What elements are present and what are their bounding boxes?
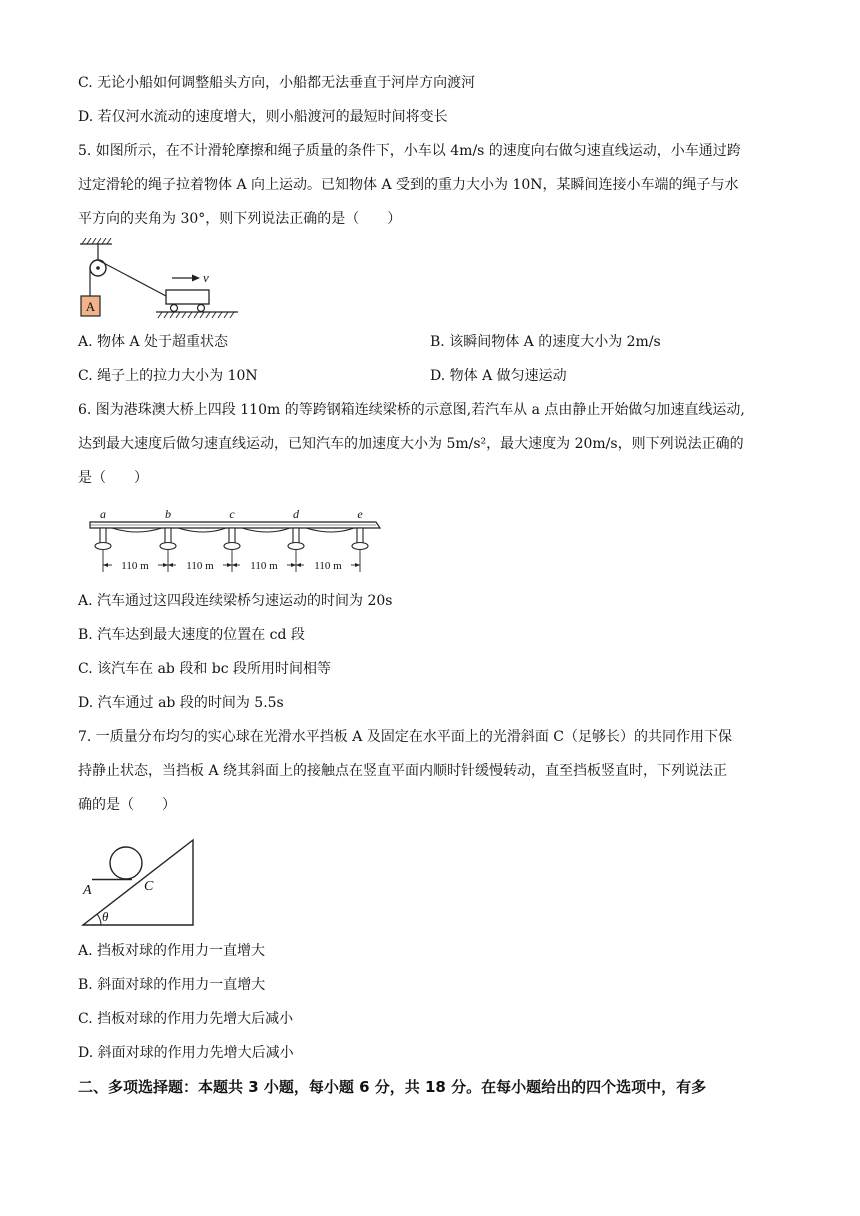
q6-point-c: c (229, 507, 235, 521)
q6-option-c: C. 该汽车在 ab 段和 bc 段所用时间相等 (78, 661, 332, 677)
q6-point-e: e (357, 507, 363, 521)
q5-option-d: D. 物体 A 做匀速运动 (430, 368, 567, 384)
q4-option-d: D. 若仅河水流动的速度增大，则小船渡河的最短时间将变长 (78, 109, 448, 125)
q7-option-c: C. 挡板对球的作用力先增大后减小 (78, 1011, 294, 1027)
q5-stem-line3: 平方向的夹角为 30°，则下列说法正确的是（ ） (78, 211, 402, 227)
q7-stem-line2: 持静止状态，当挡板 A 绕其斜面上的接触点在竖直平面内顺时针缓慢转动，直至挡板竖直时，下列说法正 (78, 763, 728, 779)
q6-stem-line2: 达到最大速度后做匀速直线运动，已知汽车的加速度大小为 5m/s²，最大速度为 20m/s，则下列说法正确的 (78, 436, 744, 452)
q7-option-a: A. 挡板对球的作用力一直增大 (78, 943, 266, 959)
q6-span-4: 110 m (314, 560, 342, 572)
section2-title: 二、多项选择题：本题共 3 小题，每小题 6 分，共 18 分。在每小题给出的四个选项中，有多 (78, 1078, 707, 1096)
q6-point-a: a (100, 507, 106, 521)
q6-option-d: D. 汽车通过 ab 段的时间为 5.5s (78, 695, 284, 711)
q7-angle-label: θ (102, 909, 109, 924)
q7-stem-line3: 确的是（ ） (78, 797, 176, 813)
q7-option-d: D. 斜面对球的作用力先增大后减小 (78, 1045, 294, 1061)
q5-velocity-label: v (203, 270, 209, 285)
q7-stem-line1: 7. 一质量分布均匀的实心球在光滑水平挡板 A 及固定在水平面上的光滑斜面 C（足够长）的共同作用下保 (78, 729, 732, 745)
q6-bridge-figure (88, 506, 382, 578)
q6-stem-line3: 是（ ） (78, 470, 148, 486)
q5-option-c: C. 绳子上的拉力大小为 10N (78, 368, 258, 384)
q6-stem-line1: 6. 图为港珠澳大桥上四段 110m 的等跨钢箱连续梁桥的示意图,若汽车从 a 点由静止开始做匀加速直线运动, (78, 402, 745, 418)
q5-pulley-cart-figure (76, 238, 246, 326)
q6-span-2: 110 m (186, 560, 214, 572)
q5-option-b: B. 该瞬间物体 A 的速度大小为 2m/s (430, 334, 661, 350)
q6-point-b: b (165, 507, 171, 521)
q5-stem-line2: 过定滑轮的绳子拉着物体 A 向上运动。已知物体 A 受到的重力大小为 10N，某瞬间连接小车端的绳子与水 (78, 177, 739, 193)
q7-board-label: A (83, 883, 92, 898)
q5-block-label: A (85, 299, 96, 314)
q4-option-c: C. 无论小船如何调整船头方向，小船都无法垂直于河岸方向渡河 (78, 75, 476, 91)
q6-option-a: A. 汽车通过这四段连续梁桥匀速运动的时间为 20s (78, 593, 393, 609)
q7-incline-ball-figure (80, 834, 200, 928)
q6-option-b: B. 汽车达到最大速度的位置在 cd 段 (78, 627, 305, 643)
q6-point-d: d (293, 507, 299, 521)
q5-stem-line1: 5. 如图所示，在不计滑轮摩擦和绳子质量的条件下，小车以 4m/s 的速度向右做匀速直线运动，小车通过跨 (78, 143, 741, 159)
q5-option-a: A. 物体 A 处于超重状态 (78, 334, 229, 350)
q6-span-3: 110 m (250, 560, 278, 572)
q7-option-b: B. 斜面对球的作用力一直增大 (78, 977, 266, 993)
q6-span-1: 110 m (121, 560, 149, 572)
q7-incline-label: C (144, 879, 154, 894)
